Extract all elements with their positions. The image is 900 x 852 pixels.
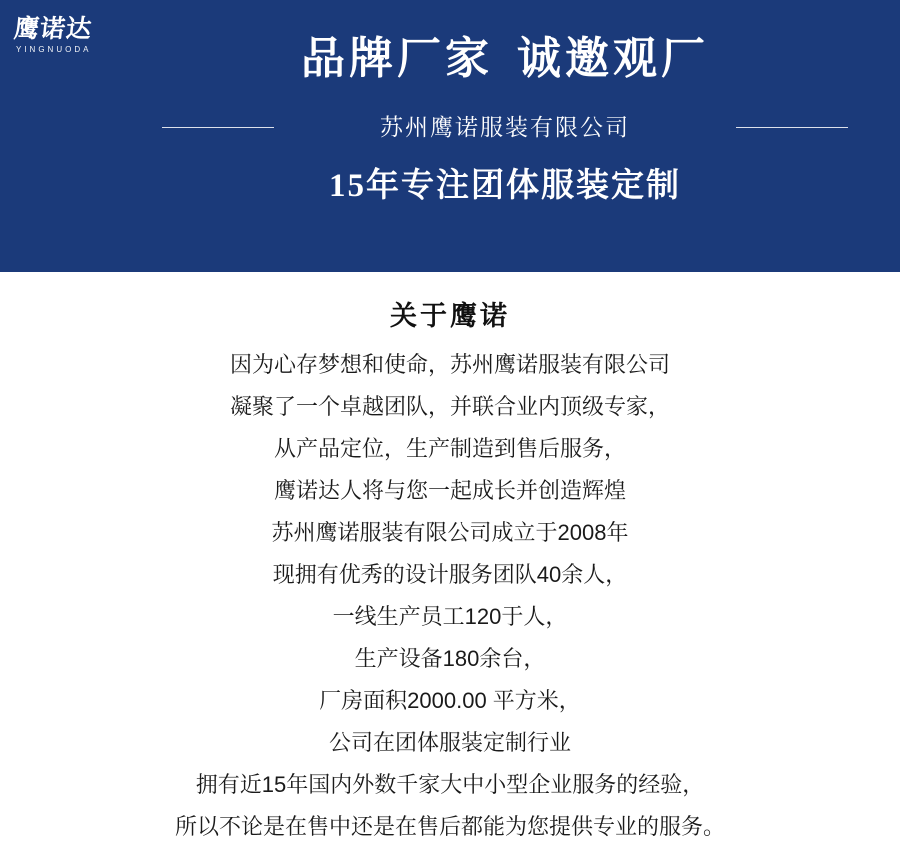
about-line: 鹰诺达人将与您一起成长并创造辉煌 xyxy=(273,478,626,503)
divider-right xyxy=(736,127,848,128)
about-line: 厂房面积2000.00 平方米， xyxy=(319,688,581,713)
header-banner xyxy=(0,0,900,272)
banner-title-right: 诚邀观厂 xyxy=(517,34,709,83)
about-line: 苏州鹰诺服装有限公司成立于2008年 xyxy=(271,520,629,545)
about-line: 拥有近15年国内外数千家大中小型企业服务的经验， xyxy=(195,772,705,797)
about-line: 生产设备180余台， xyxy=(354,646,546,671)
brand-logo-text: 鹰诺达 xyxy=(12,16,94,43)
banner-company-name: 苏州鹰诺服装有限公司 xyxy=(380,114,630,140)
about-line: 凝聚了一个卓越团队，并联合业内顶级专家， xyxy=(229,394,670,419)
banner-title-left: 品牌厂家 xyxy=(301,34,493,83)
brand-logo-subtext: YINGNUODA xyxy=(16,45,92,54)
banner-title xyxy=(150,30,860,88)
banner-tagline: 15年专注团体服装定制 xyxy=(329,168,681,204)
brand-logo xyxy=(14,16,124,64)
about-line: 公司在团体服装定制行业 xyxy=(328,730,571,755)
banner-company-row xyxy=(150,110,860,144)
about-section xyxy=(0,272,900,848)
about-heading: 关于鹰诺 xyxy=(390,301,510,331)
about-line: 所以不论是在售中还是在售后都能为您提供专业的服务。 xyxy=(174,814,725,839)
about-line: 一线生产员工120于人， xyxy=(332,604,568,629)
banner-text-block xyxy=(150,30,860,208)
divider-left xyxy=(162,127,274,128)
about-line: 现拥有优秀的设计服务团队40余人， xyxy=(272,562,628,587)
about-line: 因为心存梦想和使命，苏州鹰诺服装有限公司 xyxy=(229,352,670,377)
about-line: 从产品定位，生产制造到售后服务， xyxy=(273,436,626,461)
